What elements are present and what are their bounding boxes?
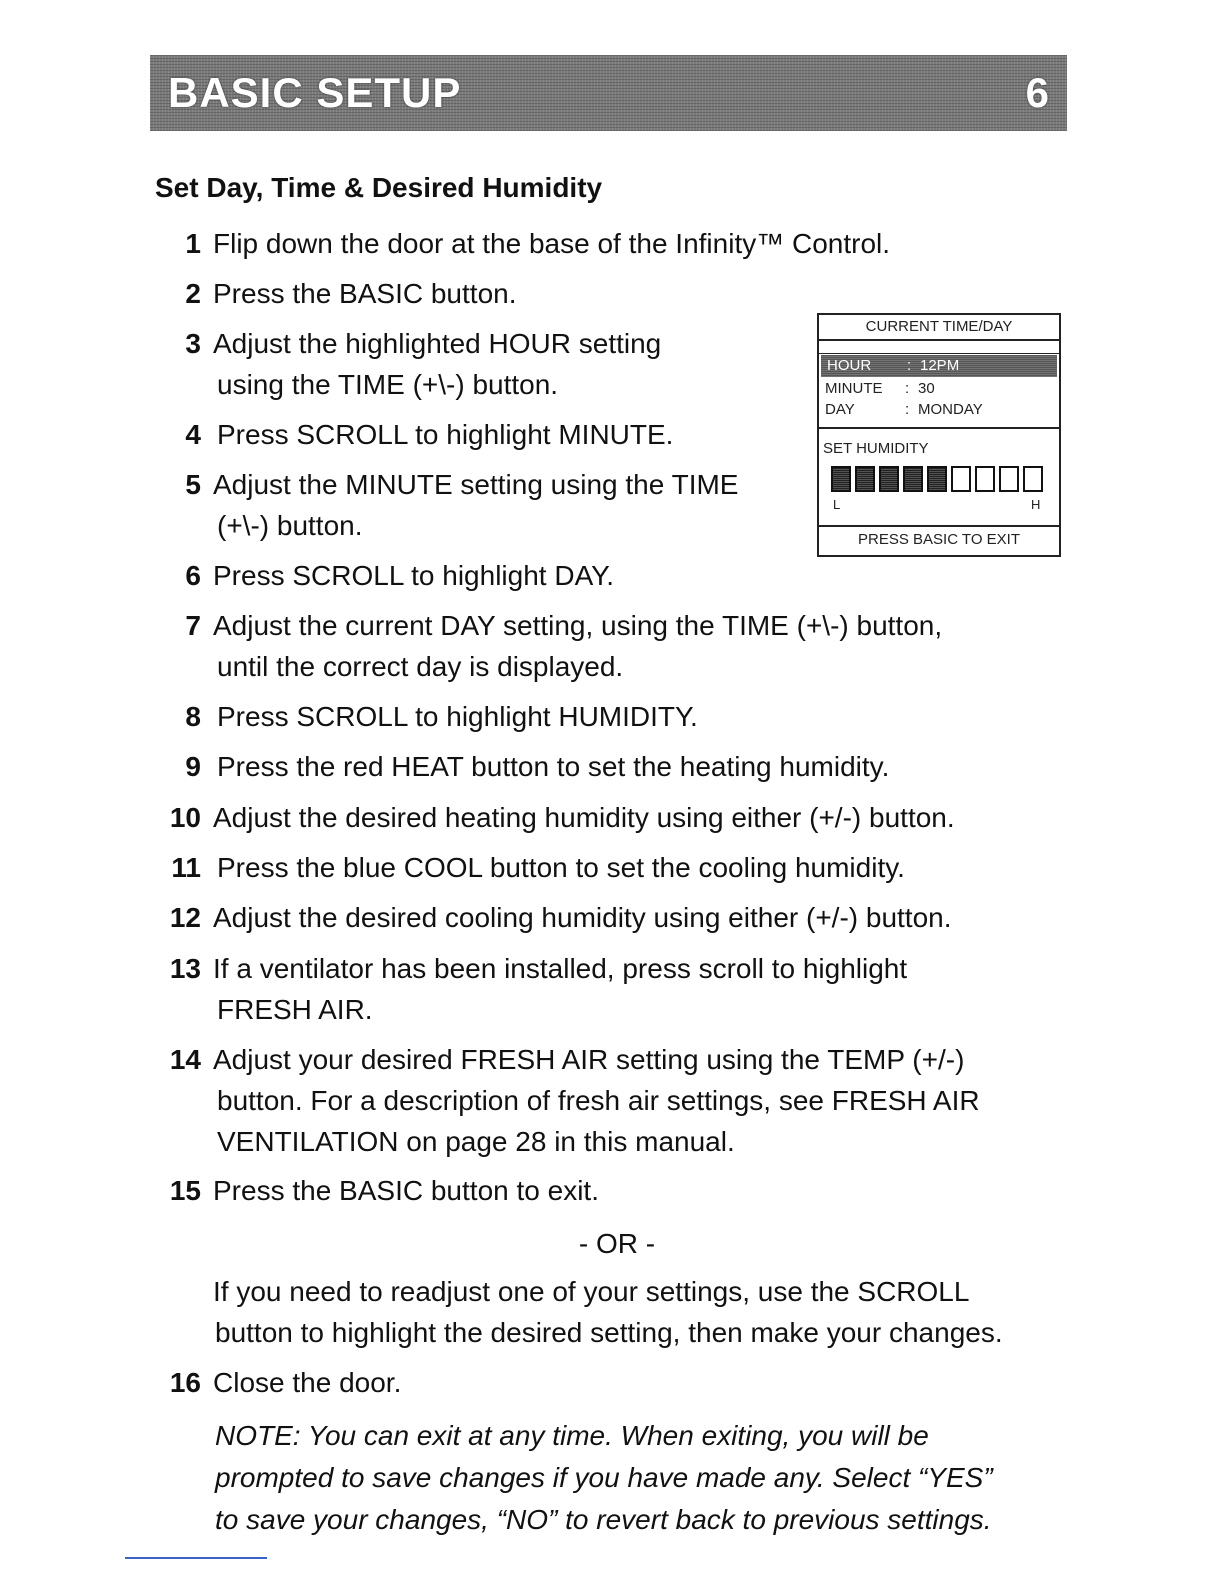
- step-number: 12: [169, 902, 201, 933]
- step-number: 8: [185, 701, 201, 732]
- step-text-continued: (+\-) button.: [217, 510, 363, 541]
- banner-title: BASIC SETUP: [168, 69, 462, 116]
- step-text-continued: FRESH AIR.: [217, 994, 373, 1025]
- step-number: 15: [169, 1175, 201, 1206]
- step-4: [165, 414, 674, 455]
- humidity-segment: [951, 466, 971, 492]
- step-number: 6: [185, 560, 201, 591]
- step-text-continued: VENTILATION on page 28 in this manual.: [217, 1126, 735, 1157]
- step-text-continued: button. For a description of fresh air settings, see FRESH AIR: [217, 1085, 980, 1116]
- step-text: Adjust the MINUTE setting using the TIME: [213, 469, 739, 500]
- step-text: Press the BASIC button to exit.: [213, 1175, 599, 1206]
- day-separator: :: [905, 401, 910, 418]
- minute-value: 30: [918, 380, 935, 397]
- hour-label: HOUR: [827, 357, 872, 374]
- step-text-continued: until the correct day is displayed.: [217, 651, 624, 682]
- display-divider: [819, 427, 1059, 429]
- step-text: Adjust the desired cooling humidity using either (+/-) button.: [213, 902, 952, 933]
- step-number: 7: [185, 610, 201, 641]
- step-text: If a ventilator has been installed, press scroll to highlight: [213, 953, 908, 984]
- humidity-segment: [999, 466, 1019, 492]
- note-line: prompted to save changes if you have made any. Select “YES”: [215, 1462, 993, 1493]
- step-13: [165, 948, 908, 1030]
- step-number: 14: [169, 1044, 201, 1075]
- step-text: Adjust your desired FRESH AIR setting using the TEMP (+/-): [213, 1044, 965, 1075]
- step-number: 5: [185, 469, 201, 500]
- humidity-segment: [903, 466, 923, 492]
- step-number: 11: [171, 852, 201, 883]
- note-line: NOTE: You can exit at any time. When exiting, you will be: [215, 1420, 929, 1451]
- page-number: 6: [1025, 69, 1049, 116]
- humidity-high-label: H: [1031, 497, 1041, 512]
- step-text: Press the red HEAT button to set the heating humidity.: [217, 751, 890, 782]
- step-8: [165, 696, 698, 737]
- display-highlighted-row: [821, 355, 1057, 377]
- step-12: [165, 897, 952, 938]
- hour-separator: :: [907, 357, 912, 374]
- display-divider: [819, 525, 1059, 527]
- display-footer: PRESS BASIC TO EXIT: [858, 531, 1020, 548]
- or-separator: - OR -: [578, 1228, 656, 1259]
- step-14: [165, 1039, 980, 1162]
- step-number: 13: [169, 953, 201, 984]
- step-number: 3: [185, 328, 201, 359]
- step-text: Press SCROLL to highlight HUMIDITY.: [217, 701, 698, 732]
- step-text: Press the blue COOL button to set the cooling humidity.: [217, 852, 905, 883]
- step-text: Adjust the current DAY setting, using the TIME (+\-) button,: [213, 610, 943, 641]
- humidity-segment: [975, 466, 995, 492]
- step-number: 4: [185, 419, 201, 450]
- step-1: [165, 223, 891, 264]
- note-line: to save your changes, “NO” to revert back to previous settings.: [215, 1504, 992, 1535]
- humidity-segment: [855, 466, 875, 492]
- step-number: 10: [169, 802, 201, 833]
- step-3: [165, 323, 662, 405]
- step-2: [165, 273, 517, 314]
- section-banner: [150, 55, 1067, 131]
- step-text: Press SCROLL to highlight DAY.: [213, 560, 615, 591]
- display-blank-row: [819, 339, 1059, 354]
- humidity-label: SET HUMIDITY: [823, 440, 929, 457]
- step-10: [165, 797, 955, 838]
- step-text: Flip down the door at the base of the Infinity™ Control.: [213, 228, 891, 259]
- step-text-continued: using the TIME (+\-) button.: [217, 369, 559, 400]
- section-heading: Set Day, Time & Desired Humidity: [155, 172, 603, 203]
- step-9: [165, 746, 890, 787]
- step-number: 16: [169, 1367, 201, 1398]
- step-5: [165, 464, 739, 546]
- hour-value: 12PM: [920, 357, 960, 374]
- humidity-segment: [879, 466, 899, 492]
- step-text: Adjust the desired heating humidity using either (+/-) button.: [213, 802, 955, 833]
- step-11: [165, 847, 905, 888]
- step-7: [165, 605, 943, 687]
- step-text: Press the BASIC button.: [213, 278, 517, 309]
- minute-separator: :: [905, 380, 910, 397]
- step-6: [165, 555, 615, 596]
- readjust-paragraph-line-1: If you need to readjust one of your settings, use the SCROLL: [213, 1276, 970, 1307]
- humidity-segment: [831, 466, 851, 492]
- humidity-segment: [927, 466, 947, 492]
- footer-rule: [125, 1557, 267, 1559]
- step-number: 9: [185, 751, 201, 782]
- readjust-paragraph-line-2: button to highlight the desired setting, then make your changes.: [215, 1317, 1003, 1348]
- step-text: Press SCROLL to highlight MINUTE.: [217, 419, 674, 450]
- day-value: MONDAY: [918, 401, 983, 418]
- control-display: [817, 313, 1061, 557]
- step-15: [165, 1170, 599, 1211]
- step-number: 1: [185, 228, 201, 259]
- step-16: [165, 1362, 402, 1403]
- display-title: CURRENT TIME/DAY: [819, 315, 1059, 341]
- humidity-low-label: L: [833, 497, 841, 512]
- humidity-segment: [1023, 466, 1043, 492]
- note: [215, 1415, 993, 1541]
- step-text: Close the door.: [213, 1367, 402, 1398]
- minute-label: MINUTE: [825, 380, 883, 397]
- day-label: DAY: [825, 401, 855, 418]
- step-number: 2: [185, 278, 201, 309]
- step-text: Adjust the highlighted HOUR setting: [213, 328, 662, 359]
